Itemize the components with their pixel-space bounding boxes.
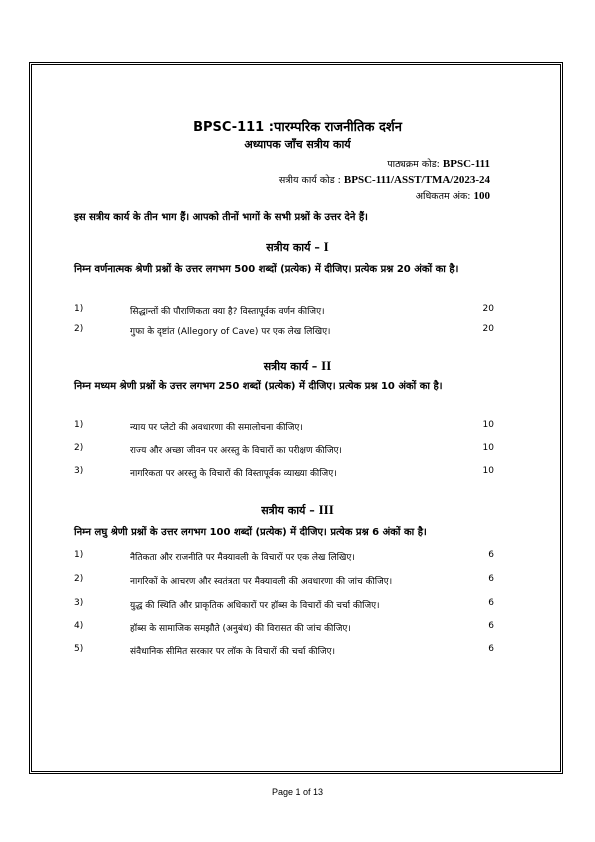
question-row bbox=[74, 420, 494, 434]
question-row bbox=[74, 644, 494, 658]
question-text: हॉब्स के सामाजिक समझौते (अनुबंध) की विरासत की जांच कीजिए। bbox=[130, 624, 351, 634]
question-number: 5) bbox=[74, 644, 84, 654]
question-row bbox=[74, 621, 494, 635]
course-code bbox=[387, 157, 490, 170]
question-row bbox=[74, 304, 494, 318]
max-marks-label: अधिकतम अंक: bbox=[415, 191, 471, 202]
question-marks: 10 bbox=[482, 466, 494, 476]
question-row bbox=[74, 466, 494, 480]
max-marks bbox=[416, 189, 490, 202]
question-text: नैतिकता और राजनीति पर मैक्यावली के विचारों पर एक लेख लिखिए। bbox=[130, 553, 355, 563]
question-marks: 6 bbox=[488, 644, 494, 654]
question-text: न्याय पर प्लेटो की अवधारणा की समालोचना कीजिए। bbox=[130, 423, 303, 433]
assignment-code-value: BPSC-111/ASST/TMA/2023-24 bbox=[343, 174, 490, 186]
question-marks: 20 bbox=[482, 304, 494, 314]
question-number: 1) bbox=[74, 550, 84, 560]
question-number: 1) bbox=[74, 420, 84, 430]
question-marks: 20 bbox=[482, 324, 494, 334]
page-number: Page 1 of 13 bbox=[271, 787, 324, 797]
question-row bbox=[74, 324, 494, 338]
question-number: 3) bbox=[74, 598, 84, 608]
question-marks: 10 bbox=[482, 420, 494, 430]
section-instruction-1: निम्न वर्णनात्मक श्रेणी प्रश्नों के उत्तर लगभग 500 शब्दों (प्रत्येक) में दीजिए। प्रत्येक प्रश्न 20 अंकों का है। bbox=[74, 264, 459, 275]
question-row bbox=[74, 574, 494, 588]
question-text: संवैधानिक सीमित सरकार पर लॉक के विचारों की चर्चा कीजिए। bbox=[130, 647, 335, 657]
question-marks: 6 bbox=[488, 621, 494, 631]
section-roman: II bbox=[321, 358, 332, 373]
section-roman: I bbox=[323, 239, 329, 254]
section-heading-label: सत्रीय कार्य – bbox=[266, 241, 320, 254]
section-heading-label: सत्रीय कार्य – bbox=[261, 504, 315, 517]
question-text: गुफा के दृष्टांत (Allegory of Cave) पर एक लेख लिखिए। bbox=[130, 327, 331, 337]
intro-text: इस सत्रीय कार्य के तीन भाग हैं। आपको तीनों भागों के सभी प्रश्नों के उत्तर देने हैं। bbox=[74, 212, 368, 223]
section-heading-1 bbox=[0, 239, 595, 255]
document-title: BPSC-111 :पारम्परिक राजनीतिक दर्शन bbox=[193, 120, 402, 135]
question-number: 4) bbox=[74, 621, 84, 631]
question-number: 1) bbox=[74, 304, 84, 314]
question-text: राज्य और अच्छा जीवन पर अरस्तु के विचारों का परीक्षण कीजिए। bbox=[130, 446, 342, 456]
question-marks: 10 bbox=[482, 443, 494, 453]
document-subtitle: अध्यापक जाँच सत्रीय कार्य bbox=[244, 138, 351, 151]
question-number: 2) bbox=[74, 324, 84, 334]
question-text: युद्ध की स्थिति और प्राकृतिक अधिकारों पर हॉब्स के विचारों की चर्चा कीजिए। bbox=[130, 601, 380, 611]
question-marks: 6 bbox=[488, 550, 494, 560]
course-code-label: पाठ्यक्रम कोड: bbox=[387, 159, 440, 170]
question-marks: 6 bbox=[488, 598, 494, 608]
question-row bbox=[74, 550, 494, 564]
question-marks: 6 bbox=[488, 574, 494, 584]
question-number: 2) bbox=[74, 574, 84, 584]
question-number: 3) bbox=[74, 466, 84, 476]
section-heading-2 bbox=[0, 358, 595, 374]
section-instruction-2: निम्न मध्यम श्रेणी प्रश्नों के उत्तर लगभग 250 शब्दों (प्रत्येक) में दीजिए। प्रत्येक प्रश्न 10 अंकों का है। bbox=[74, 381, 443, 392]
question-text: नागरिकता पर अरस्तु के विचारों की विस्तापूर्वक व्याख्या कीजिए। bbox=[130, 469, 337, 479]
section-heading-3 bbox=[0, 502, 595, 518]
assignment-code bbox=[279, 173, 490, 186]
section-heading-label: सत्रीय कार्य – bbox=[263, 360, 318, 373]
question-text: नागरिकों के आचरण और स्वतंत्रता पर मैक्यावली की अवधारणा की जांच कीजिए। bbox=[130, 577, 393, 587]
question-text: सिद्धान्तों की पौराणिकता क्या है? विस्तापूर्वक वर्णन कीजिए। bbox=[130, 307, 325, 317]
question-number: 2) bbox=[74, 443, 84, 453]
section-instruction-3: निम्न लघु श्रेणी प्रश्नों के उत्तर लगभग 100 शब्दों (प्रत्येक) में दीजिए। प्रत्येक प्रश्न 6 अंकों का है। bbox=[74, 527, 427, 538]
question-row bbox=[74, 443, 494, 457]
question-row bbox=[74, 598, 494, 612]
max-marks-value: 100 bbox=[473, 190, 490, 202]
section-roman: III bbox=[318, 502, 334, 517]
course-code-value: BPSC-111 bbox=[442, 158, 490, 170]
assignment-code-label: सत्रीय कार्य कोड : bbox=[278, 175, 341, 186]
